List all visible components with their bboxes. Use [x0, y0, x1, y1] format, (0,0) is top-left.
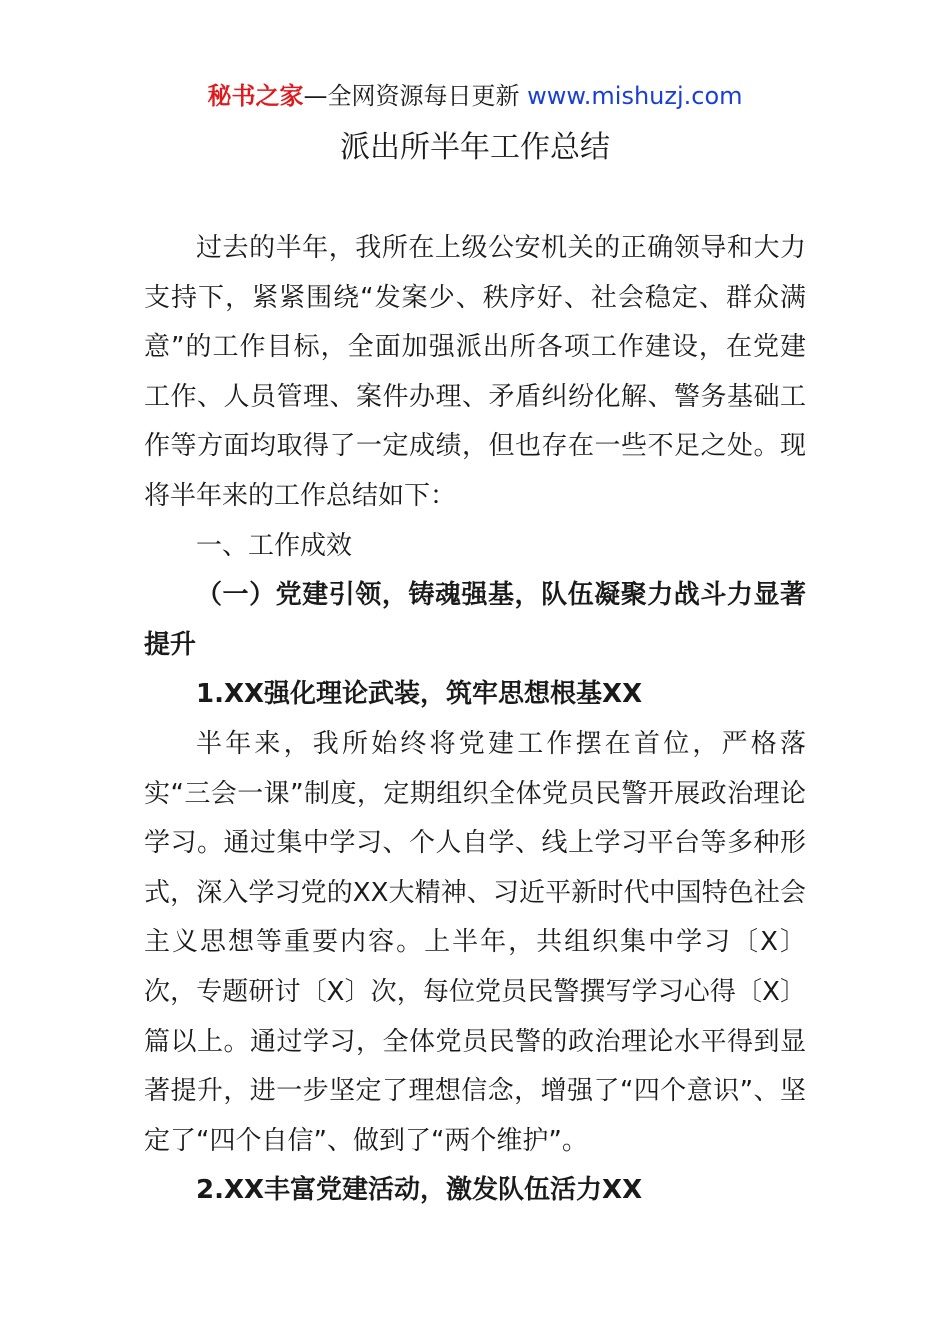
item-paragraph: 半年来，我所始终将党建工作摆在首位，严格落实“三会一课”制度，定期组织全体党员民警开展政治理论学习。通过集中学习、个人自学、线上学习平台等多种形式，深入学习党的XX大精神、习近平新时代中国特色社会主义思想等重要内容。上半年，共组织集中学习〔X〕次，专题研讨〔X〕次，每位党员民警撰写学习心得〔X〕篇以上。通过学习，全体党员民警的政治理论水平得到显著提升，进一步坚定了理想信念，增强了“四个意识”、坚定了“四个自信”、做到了“两个维护”。 [144, 728, 806, 1156]
header-tagline: —全网资源每日更新 [303, 82, 520, 110]
item-heading: 1.XX强化理论武装，筑牢思想根基XX [196, 679, 643, 710]
brand-name: 秘书之家 [207, 82, 304, 110]
item-heading-2: 2.XX丰富党建活动，激发队伍活力XX [196, 1175, 643, 1206]
intro-paragraph: 过去的半年，我所在上级公安机关的正确领导和大力支持下，紧紧围绕“发案少、秩序好、社会稳定、群众满意”的工作目标，全面加强派出所各项工作建设，在党建工作、人员管理、案件办理、矛盾纠纷化解、警务基础工作等方面均取得了一定成绩，但也存在一些不足之处。现将半年来的工作总结如下： [144, 233, 806, 511]
section-heading: 一、工作成效 [196, 530, 353, 561]
site-url-link[interactable]: www.mishuzj.com [527, 82, 743, 110]
page-header [0, 80, 950, 112]
document-title: 派出所半年工作总结 [340, 130, 610, 165]
document-body [144, 224, 806, 1216]
subsection-heading: （一）党建引领，铸魂强基，队伍凝聚力战斗力显著提升 [144, 580, 806, 660]
